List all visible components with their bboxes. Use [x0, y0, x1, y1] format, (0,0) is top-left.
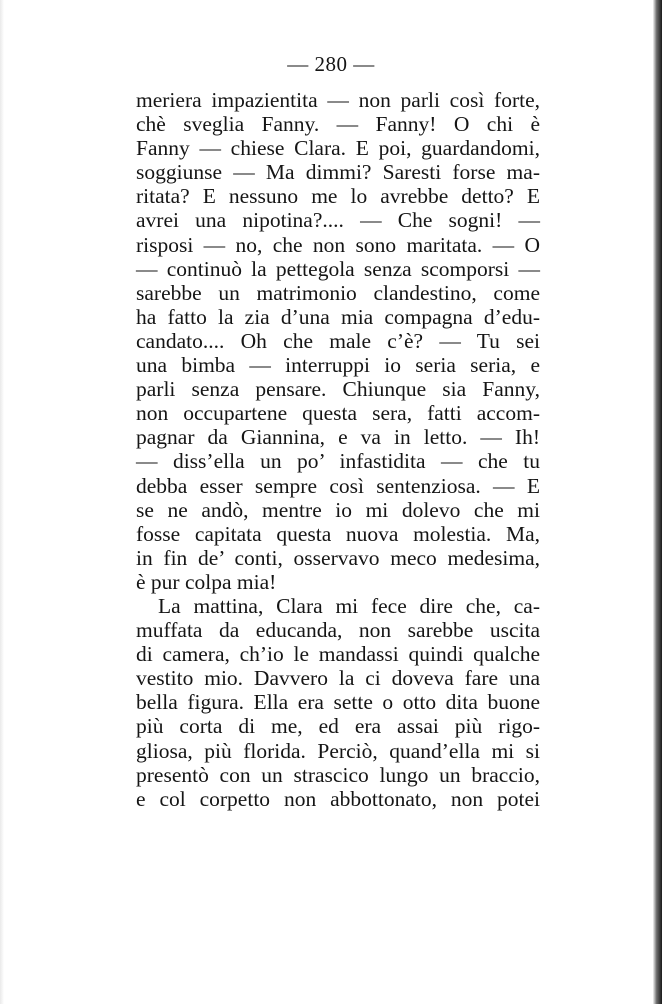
- text-line: chè sveglia Fanny. — Fanny! O chi è: [136, 112, 540, 137]
- text-line: vestito mio. Davvero la ci doveva fare una: [136, 666, 540, 691]
- text-line: ha fatto la zia d’una mia compagna d’edu-: [136, 304, 540, 329]
- text-line: se ne andò, mentre io mi dolevo che mi: [136, 497, 540, 522]
- text-line: Fanny — chiese Clara. E poi, guardandomi,: [136, 136, 540, 161]
- paragraph-1: [136, 88, 540, 594]
- text-line: candato.... Oh che male c’è? — Tu sei: [136, 328, 540, 353]
- text-line: La mattina, Clara mi fece dire che, ca-: [158, 593, 540, 618]
- text-line: e col corpetto non abbottonato, non potei: [136, 786, 540, 811]
- text-line: una bimba — interruppi io seria seria, e: [136, 353, 540, 378]
- page-gutter-shadow: [0, 0, 4, 1004]
- text-line: — continuò la pettegola senza scomporsi —: [136, 256, 540, 281]
- text-line: risposi — no, che non sono maritata. — O: [136, 232, 540, 257]
- paragraph-2: [136, 594, 540, 811]
- text-line: più corta di me, ed era assai più rigo-: [136, 714, 540, 739]
- text-line: — diss’ella un po’ infastidita — che tu: [136, 449, 540, 474]
- text-line: fosse capitata questa nuova molestia. Ma,: [136, 521, 540, 546]
- text-line: muffata da educanda, non sarebbe uscita: [136, 618, 540, 643]
- text-line: gliosa, più florida. Perciò, quand’ella mi si: [136, 738, 540, 763]
- text-line: soggiunse — Ma dimmi? Saresti forse ma-: [136, 160, 540, 185]
- text-line: sarebbe un matrimonio clandestino, come: [136, 280, 540, 305]
- body-text: [136, 88, 540, 811]
- page-number: — 280 —: [287, 52, 375, 76]
- text-line: meriera impazientita — non parli così forte,: [136, 88, 540, 112]
- text-line: in fin de’ conti, osservavo meco medesima,: [136, 545, 540, 570]
- text-line: parli senza pensare. Chiunque sia Fanny,: [136, 377, 540, 402]
- text-line: pagnar da Giannina, e va in letto. — Ih!: [136, 425, 540, 450]
- text-line: ritata? E nessuno me lo avrebbe detto? E: [136, 184, 540, 209]
- text-line: presentò con un strascico lungo un braccio,: [136, 762, 540, 787]
- text-line: avrei una nipotina?.... — Che sogni! —: [136, 208, 540, 233]
- page-edge-shadow: [653, 0, 662, 1004]
- text-line: di camera, ch’io le mandassi quindi qualche: [136, 642, 540, 667]
- text-line: è pur colpa mia!: [136, 569, 277, 594]
- text-line: non occupartene questa sera, fatti accom-: [136, 401, 540, 426]
- text-line: bella figura. Ella era sette o otto dita buone: [136, 690, 540, 715]
- text-line: debba esser sempre così sentenziosa. — E: [136, 473, 540, 498]
